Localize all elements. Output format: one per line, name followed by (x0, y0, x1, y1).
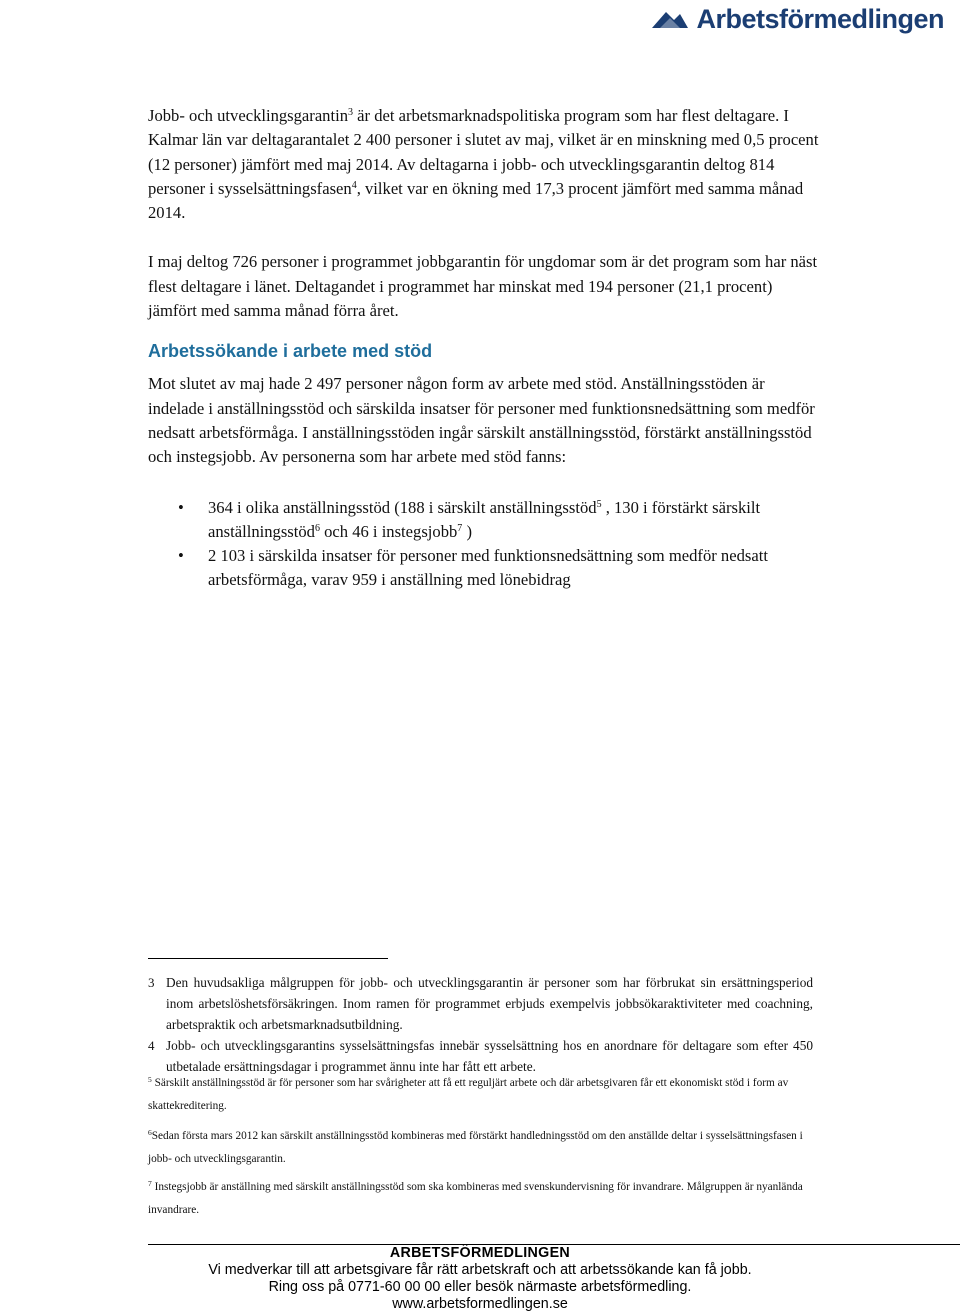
page-footer (0, 1245, 960, 1313)
footnote-separator (148, 958, 388, 959)
brand-logo (650, 4, 944, 35)
footnote-3 (148, 972, 813, 1035)
footnote-text: Den huvudsakliga målgruppen för jobb- och utvecklingsgarantin är personer som har förbrukat sin ersättningsperiod inom arbetslöshetsförsäkringen. Inom ramen för programmet erbjuds exempelvis jobbsökaraktiviteter med coachning, arbetspraktik och arbetsmarknadsutbildning. (166, 975, 813, 1032)
footnote-number: 7 (148, 1179, 152, 1188)
footnote-number: 6 (148, 1128, 152, 1137)
footnote-7 (148, 1176, 813, 1222)
footer-org-name: ARBETSFÖRMEDLINGEN (389, 1245, 571, 1261)
footnote-ref-5: 5 (596, 498, 602, 510)
paragraph-jobbgarantin-ungdomar: I maj deltog 726 personer i programmet jobbgarantin för ungdomar som är det program som har näst flest deltagare i länet. Deltagandet i programmet har minskat med 194 personer (21,1 procent) jämfört med samma månad förra året. (148, 252, 818, 321)
arbetsformedlingen-logo-icon (650, 8, 690, 32)
bullet-icon: • (178, 497, 184, 517)
paragraph-arbete-med-stod: Mot slutet av maj hade 2 497 personer någon form av arbete med stöd. Anställningsstöden är indelade i anställningsstöd och särskilda insatser för personer med funktionsnedsättning som medför nedsatt arbetsförmåga. I anställningsstöden ingår särskilt anställningsstöd, förstärkt anställningsstöd och instegsjobb. Av personerna som har arbete med stöd fanns: (148, 374, 815, 467)
main-content (148, 104, 820, 593)
footnote-text: Instegsjobb är anställning med särskilt anställningsstöd som ska kombineras med svenskundervisning för invandrare. Målgruppen är nyanlända invandrare. (148, 1181, 803, 1216)
list-item: • 2 103 i särskilda insatser för personer med funktionsnedsättning som medför nedsatt arbetsförmåga, varav 959 i anställning med lönebidrag (178, 546, 768, 590)
footer-contact: Ring oss på 0771-60 00 00 eller besök närmaste arbetsförmedling. (268, 1279, 692, 1295)
footnote-ref-7: 7 (457, 522, 463, 534)
support-list (148, 496, 820, 593)
footnote-text: Jobb- och utvecklingsgarantins sysselsättningsfas innebär sysselsättning hos en anordnare för deltagare som efter 450 utbetalade ersättningsdagar i programmet ännu inte har fått ett arbete. (166, 1038, 813, 1074)
paragraph-jobb-och-utvecklingsgarantin: Jobb- och utvecklingsgarantin$^3$ är det arbetsmarknadspolitiska program som har flest deltagare. I Kalmar län var deltagarantalet 2 400 personer i slutet av maj, vilket är en minskning med 0,5 procent (12 personer) jämfört med maj 2014. Av deltagarna i jobb- och utvecklingsgarantin deltog 814 personer i sysselsättningsfasen$^4$, vilket var en ökning med 17,3 procent jämfört med samma månad 2014. (148, 106, 819, 223)
section-heading: Arbetssökande i arbete med stöd (148, 341, 433, 362)
footnote-5 (148, 1072, 813, 1118)
footnote-number: 3 (148, 975, 155, 990)
footnote-ref-3: 3 (348, 107, 354, 118)
footnote-6 (148, 1125, 813, 1171)
footnote-ref-4: 4 (351, 179, 357, 191)
logo-wordmark: Arbetsförmedlingen (696, 4, 944, 34)
footnote-ref-6: 6 (314, 522, 320, 534)
footnote-4 (148, 1035, 813, 1077)
footnote-text: Särskilt anställningsstöd är för personer som har svårigheter att få ett reguljärt arbete och där arbetsgivaren får ett ekonomiskt stöd i form av skattekreditering. (148, 1077, 789, 1112)
footnote-number: 5 (148, 1075, 152, 1084)
bullet-icon: • (178, 546, 184, 566)
footnote-text: Sedan första mars 2012 kan särskilt anställningsstöd kombineras med förstärkt handledningsstöd om den anställde deltar i sysselsättningsfasen i jobb- och utvecklingsgarantin. (148, 1130, 803, 1165)
footer-tagline: Vi medverkar till att arbetsgivare får rätt arbetskraft och att arbetssökande kan få jobb. (208, 1262, 752, 1278)
footer-url-link[interactable]: www.arbetsformedlingen.se (392, 1296, 568, 1312)
list-item: • 364 i olika anställningsstöd (188 i särskilt anställningsstöd$^5$ , 130 i förstärkt särskilt anställningsstöd$^6$ och 46 i instegsjobb$^7$ ) (178, 497, 761, 541)
footnote-number: 4 (148, 1038, 155, 1053)
